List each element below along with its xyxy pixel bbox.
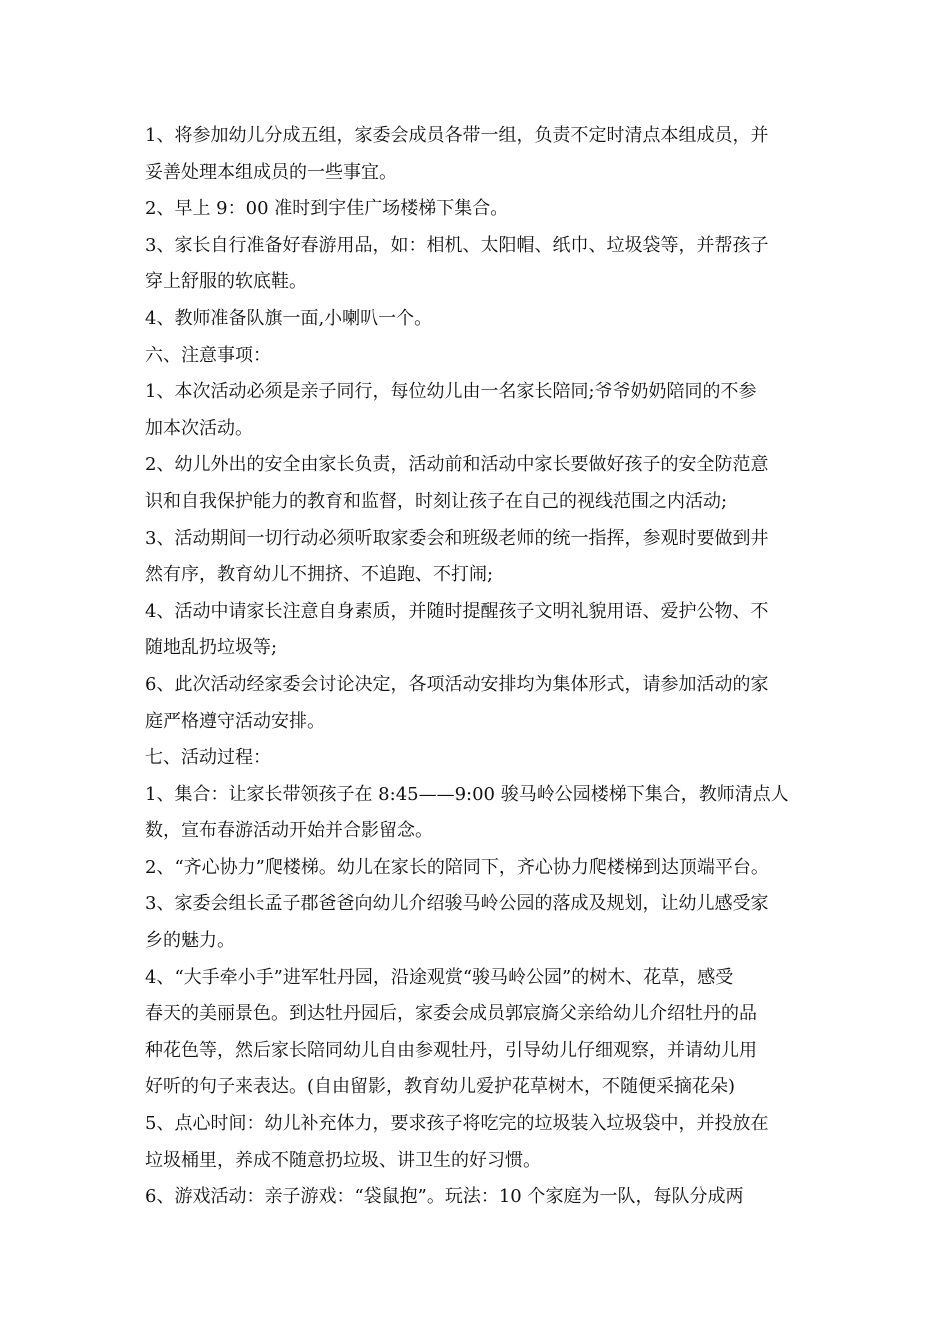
text-line: 4、教师准备队旗一面,小喇叭一个。 bbox=[145, 307, 433, 329]
text-line: 2、早上 9：00 准时到宇佳广场楼梯下集合。 bbox=[145, 198, 509, 220]
text-line: 随地乱扔垃圾等; bbox=[145, 637, 278, 659]
text-line: 3、家长自行准备好春游用品，如：相机、太阳帽、纸巾、垃圾袋等，并帮孩子 bbox=[145, 234, 769, 256]
section-heading: 七、活动过程： bbox=[145, 747, 271, 769]
text-line: 4、活动中请家长注意自身素质，并随时提醒孩子文明礼貌用语、爱护公物、不 bbox=[145, 600, 769, 622]
text-line: 乡的魅力。 bbox=[145, 930, 235, 952]
text-line: 种花色等，然后家长陪同幼儿自由参观牡丹，引导幼儿仔细观察，并请幼儿用 bbox=[145, 1039, 757, 1061]
document-body bbox=[145, 118, 825, 1216]
text-line: 2、幼儿外出的安全由家长负责，活动前和活动中家长要做好孩子的安全防范意 bbox=[145, 454, 769, 476]
text-line: 1、将参加幼儿分成五组，家委会成员各带一组，负责不定时清点本组成员，并 bbox=[145, 125, 769, 146]
text-line: 识和自我保护能力的教育和监督，时刻让孩子在自己的视线范围之内活动; bbox=[145, 490, 728, 512]
text-line: 数，宣布春游活动开始并合影留念。 bbox=[145, 820, 433, 842]
text-line: 2、“齐心协力”爬楼梯。幼儿在家长的陪同下，齐心协力爬楼梯到达顶端平台。 bbox=[145, 856, 769, 878]
text-line: 1、本次活动必须是亲子同行，每位幼儿由一名家长陪同;爷爷奶奶陪同的不参 bbox=[145, 381, 757, 403]
text-line: 垃圾桶里，养成不随意扔垃圾、讲卫生的好习惯。 bbox=[145, 1149, 541, 1171]
text-line: 1、集合：让家长带领孩子在 8:45——9:00 骏马岭公园楼梯下集合，教师清点人 bbox=[145, 783, 789, 805]
text-line: 6、此次活动经家委会讨论决定，各项活动安排均为集体形式，请参加活动的家 bbox=[145, 673, 769, 695]
text-line: 然有序，教育幼儿不拥挤、不追跑、不打闹; bbox=[145, 564, 494, 586]
text-line: 妥善处理本组成员的一些事宜。 bbox=[145, 161, 397, 183]
text-line: 加本次活动。 bbox=[145, 417, 253, 439]
text-line: 穿上舒服的软底鞋。 bbox=[145, 271, 307, 293]
text-line: 6、游戏活动：亲子游戏：“袋鼠抱”。玩法：10 个家庭为一队，每队分成两 bbox=[145, 1186, 744, 1208]
text-line: 3、活动期间一切行动必须听取家委会和班级老师的统一指挥，参观时要做到井 bbox=[145, 527, 769, 549]
text-line: 4、“大手牵小手”进军牡丹园，沿途观赏“骏马岭公园”的树木、花草，感受 bbox=[145, 966, 734, 988]
text-line: 3、家委会组长孟子郡爸爸向幼儿介绍骏马岭公园的落成及规划，让幼儿感受家 bbox=[145, 893, 769, 915]
text-line: 5、点心时间：幼儿补充体力，要求孩子将吃完的垃圾装入垃圾袋中，并投放在 bbox=[145, 1113, 769, 1135]
section-heading: 六、注意事项： bbox=[145, 344, 271, 366]
text-line: 庭严格遵守活动安排。 bbox=[145, 710, 325, 732]
text-line: 好听的句子来表达。(自由留影，教育幼儿爱护花草树木，不随便采摘花朵) bbox=[145, 1076, 736, 1098]
text-line: 春天的美丽景色。到达牡丹园后，家委会成员郭宸旖父亲给幼儿介绍牡丹的品 bbox=[145, 1003, 757, 1025]
